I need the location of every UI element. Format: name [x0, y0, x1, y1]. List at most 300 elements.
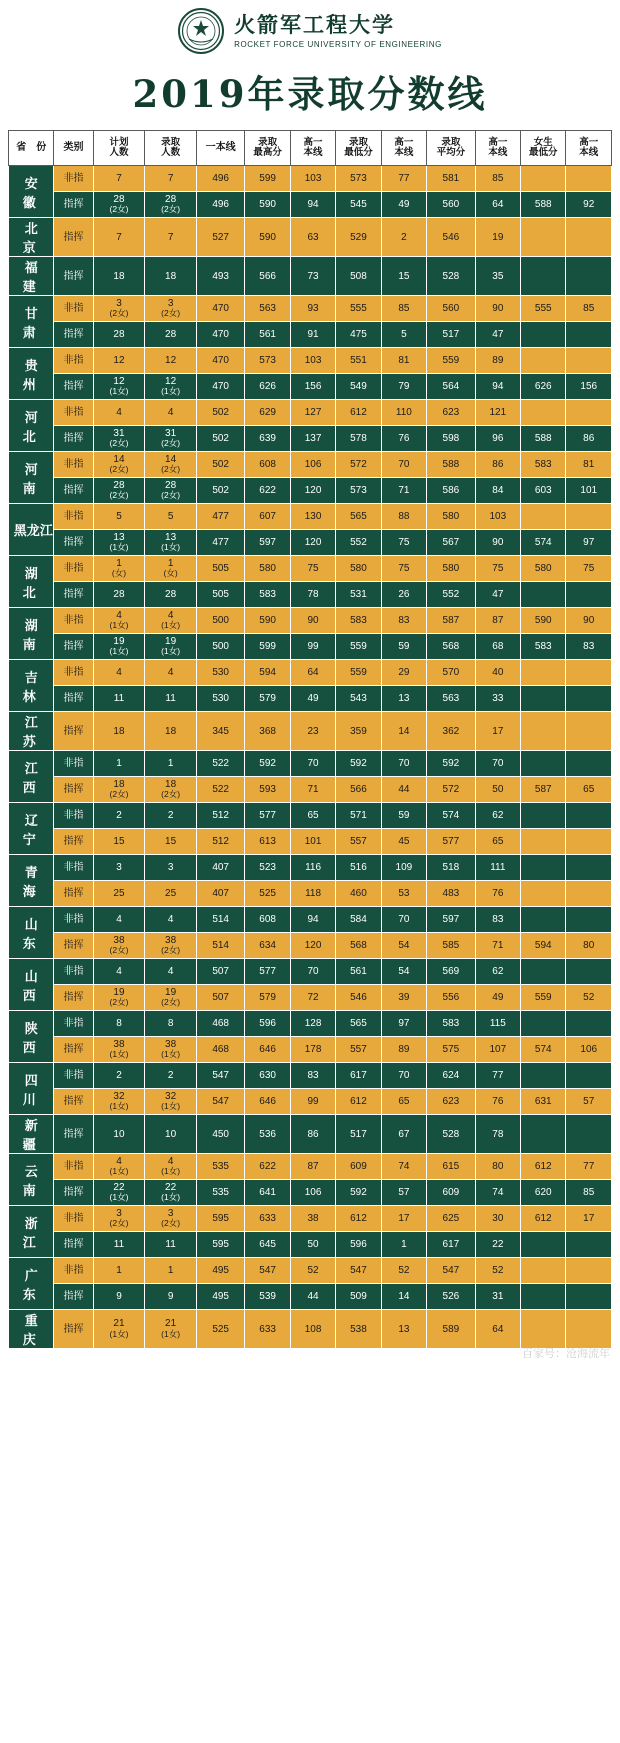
cell-max: 368 — [245, 712, 290, 751]
cell-avg: 518 — [427, 855, 476, 881]
cell-avg: 624 — [427, 1063, 476, 1089]
cell-avg: 585 — [427, 933, 476, 959]
cell-avg: 581 — [427, 166, 476, 192]
cell-fmin: 555 — [521, 296, 566, 322]
admitted-count-cell: 1 — [145, 1258, 197, 1284]
cell-min: 609 — [336, 1154, 381, 1180]
category-cell: 非指 — [54, 1011, 93, 1037]
cell-fmin: 588 — [521, 192, 566, 218]
table-row — [9, 907, 612, 933]
cell-line1: 514 — [196, 907, 245, 933]
cell-fmin-g1: 92 — [566, 192, 612, 218]
cell-min: 578 — [336, 426, 381, 452]
cell-min: 571 — [336, 803, 381, 829]
cell-max-g1: 93 — [290, 296, 335, 322]
cell-max-g1: 99 — [290, 634, 335, 660]
cell-avg-g1: 64 — [475, 1310, 520, 1349]
cell-avg-g1: 65 — [475, 829, 520, 855]
cell-max-g1: 90 — [290, 608, 335, 634]
cell-min: 568 — [336, 933, 381, 959]
cell-avg: 597 — [427, 907, 476, 933]
cell-min: 612 — [336, 1089, 381, 1115]
cell-min: 547 — [336, 1258, 381, 1284]
cell-fmin — [521, 881, 566, 907]
cell-avg-g1: 33 — [475, 686, 520, 712]
plan-count-cell: 28 — [93, 322, 145, 348]
category-cell: 指挥 — [54, 777, 93, 803]
admitted-count-cell: 3 (2女) — [145, 296, 197, 322]
cell-avg-g1: 71 — [475, 933, 520, 959]
admitted-count-cell: 31 (2女) — [145, 426, 197, 452]
cell-max-g1: 127 — [290, 400, 335, 426]
plan-count-cell: 19 (2女) — [93, 985, 145, 1011]
province-cell: 贵 州 — [9, 348, 54, 400]
cell-fmin — [521, 907, 566, 933]
cell-fmin — [521, 660, 566, 686]
admitted-count-cell: 3 (2女) — [145, 1206, 197, 1232]
cell-line1: 502 — [196, 452, 245, 478]
admitted-count-cell: 19 (1女) — [145, 634, 197, 660]
cell-max: 634 — [245, 933, 290, 959]
cell-max-g1: 116 — [290, 855, 335, 881]
cell-avg: 589 — [427, 1310, 476, 1349]
category-cell: 非指 — [54, 1063, 93, 1089]
cell-max: 573 — [245, 348, 290, 374]
cell-line1: 477 — [196, 504, 245, 530]
cell-min-g1: 85 — [381, 296, 426, 322]
table-body — [9, 166, 612, 1349]
category-cell: 指挥 — [54, 478, 93, 504]
cell-min-g1: 1 — [381, 1232, 426, 1258]
admitted-count-cell: 9 — [145, 1284, 197, 1310]
cell-max: 626 — [245, 374, 290, 400]
cell-avg-g1: 85 — [475, 166, 520, 192]
cell-avg: 575 — [427, 1037, 476, 1063]
cell-max-g1: 83 — [290, 1063, 335, 1089]
category-cell: 指挥 — [54, 634, 93, 660]
cell-max: 630 — [245, 1063, 290, 1089]
cell-fmin-g1 — [566, 1310, 612, 1349]
cell-min: 551 — [336, 348, 381, 374]
cell-max: 590 — [245, 218, 290, 257]
cell-fmin-g1 — [566, 907, 612, 933]
cell-min: 545 — [336, 192, 381, 218]
cell-max-g1: 86 — [290, 1115, 335, 1154]
cell-avg: 528 — [427, 257, 476, 296]
cell-fmin-g1: 86 — [566, 426, 612, 452]
cell-fmin: 587 — [521, 777, 566, 803]
cell-max-g1: 108 — [290, 1310, 335, 1349]
cell-line1: 502 — [196, 478, 245, 504]
cell-fmin — [521, 1115, 566, 1154]
cell-max-g1: 130 — [290, 504, 335, 530]
cell-avg-g1: 90 — [475, 530, 520, 556]
cell-max: 613 — [245, 829, 290, 855]
cell-min: 557 — [336, 1037, 381, 1063]
cell-max: 577 — [245, 803, 290, 829]
cell-fmin: 580 — [521, 556, 566, 582]
plan-count-cell: 25 — [93, 881, 145, 907]
table-row — [9, 1206, 612, 1232]
cell-line1: 468 — [196, 1037, 245, 1063]
table-row — [9, 322, 612, 348]
province-cell: 河 北 — [9, 400, 54, 452]
cell-line1: 407 — [196, 855, 245, 881]
cell-max-g1: 70 — [290, 751, 335, 777]
cell-min-g1: 74 — [381, 1154, 426, 1180]
cell-fmin — [521, 1310, 566, 1349]
admitted-count-cell: 28 (2女) — [145, 192, 197, 218]
admitted-count-cell: 18 — [145, 712, 197, 751]
cell-min-g1: 88 — [381, 504, 426, 530]
cell-fmin-g1: 83 — [566, 634, 612, 660]
cell-line1: 512 — [196, 829, 245, 855]
province-cell: 云 南 — [9, 1154, 54, 1206]
col-category: 类别 — [54, 131, 93, 166]
cell-avg: 517 — [427, 322, 476, 348]
cell-max-g1: 75 — [290, 556, 335, 582]
cell-avg: 563 — [427, 686, 476, 712]
cell-max: 563 — [245, 296, 290, 322]
category-cell: 非指 — [54, 855, 93, 881]
admitted-count-cell: 4 — [145, 959, 197, 985]
plan-count-cell: 10 — [93, 1115, 145, 1154]
cell-fmin-g1: 106 — [566, 1037, 612, 1063]
plan-count-cell: 11 — [93, 1232, 145, 1258]
cell-min: 460 — [336, 881, 381, 907]
cell-fmin — [521, 218, 566, 257]
table-row — [9, 556, 612, 582]
plan-count-cell: 3 (2女) — [93, 1206, 145, 1232]
cell-avg: 609 — [427, 1180, 476, 1206]
table-row — [9, 959, 612, 985]
cell-avg-g1: 40 — [475, 660, 520, 686]
cell-max-g1: 106 — [290, 452, 335, 478]
admitted-count-cell: 12 (1女) — [145, 374, 197, 400]
table-row — [9, 1232, 612, 1258]
cell-fmin-g1 — [566, 1063, 612, 1089]
cell-line1: 525 — [196, 1310, 245, 1349]
university-emblem-icon — [178, 8, 224, 54]
category-cell: 指挥 — [54, 257, 93, 296]
table-row — [9, 348, 612, 374]
plan-count-cell: 3 — [93, 855, 145, 881]
cell-max: 579 — [245, 686, 290, 712]
cell-line1: 547 — [196, 1089, 245, 1115]
table-row — [9, 1284, 612, 1310]
cell-min: 509 — [336, 1284, 381, 1310]
cell-fmin-g1: 90 — [566, 608, 612, 634]
cell-min-g1: 59 — [381, 803, 426, 829]
category-cell: 非指 — [54, 452, 93, 478]
cell-min: 612 — [336, 400, 381, 426]
cell-avg: 625 — [427, 1206, 476, 1232]
cell-avg-g1: 19 — [475, 218, 520, 257]
province-cell: 重 庆 — [9, 1310, 54, 1349]
category-cell: 指挥 — [54, 530, 93, 556]
cell-min-g1: 109 — [381, 855, 426, 881]
admitted-count-cell: 19 (2女) — [145, 985, 197, 1011]
admitted-count-cell: 4 — [145, 660, 197, 686]
admitted-count-cell: 28 — [145, 322, 197, 348]
cell-max: 599 — [245, 166, 290, 192]
cell-min-g1: 13 — [381, 1310, 426, 1349]
cell-avg: 362 — [427, 712, 476, 751]
plan-count-cell: 38 (1女) — [93, 1037, 145, 1063]
cell-avg: 569 — [427, 959, 476, 985]
admitted-count-cell: 10 — [145, 1115, 197, 1154]
table-row — [9, 660, 612, 686]
plan-count-cell: 7 — [93, 218, 145, 257]
cell-avg: 623 — [427, 1089, 476, 1115]
cell-avg: 572 — [427, 777, 476, 803]
cell-avg-g1: 62 — [475, 803, 520, 829]
cell-max: 597 — [245, 530, 290, 556]
cell-min-g1: 67 — [381, 1115, 426, 1154]
cell-avg-g1: 89 — [475, 348, 520, 374]
cell-min: 546 — [336, 985, 381, 1011]
cell-min: 617 — [336, 1063, 381, 1089]
plan-count-cell: 28 (2女) — [93, 478, 145, 504]
admitted-count-cell: 4 — [145, 400, 197, 426]
table-row — [9, 985, 612, 1011]
plan-count-cell: 5 — [93, 504, 145, 530]
cell-min: 517 — [336, 1115, 381, 1154]
admitted-count-cell: 3 — [145, 855, 197, 881]
province-cell: 山 东 — [9, 907, 54, 959]
cell-fmin — [521, 1284, 566, 1310]
category-cell: 非指 — [54, 660, 93, 686]
table-row — [9, 582, 612, 608]
cell-fmin — [521, 166, 566, 192]
cell-avg: 526 — [427, 1284, 476, 1310]
cell-min-g1: 110 — [381, 400, 426, 426]
cell-min: 538 — [336, 1310, 381, 1349]
cell-min-g1: 14 — [381, 1284, 426, 1310]
admitted-count-cell: 21 (1女) — [145, 1310, 197, 1349]
plan-count-cell: 4 — [93, 400, 145, 426]
province-cell: 青 海 — [9, 855, 54, 907]
cell-line1: 502 — [196, 426, 245, 452]
admitted-count-cell: 1 — [145, 751, 197, 777]
category-cell: 指挥 — [54, 192, 93, 218]
cell-avg-g1: 75 — [475, 556, 520, 582]
category-cell: 指挥 — [54, 933, 93, 959]
cell-min-g1: 39 — [381, 985, 426, 1011]
cell-fmin — [521, 686, 566, 712]
plan-count-cell: 18 (2女) — [93, 777, 145, 803]
cell-min: 566 — [336, 777, 381, 803]
cell-min-g1: 52 — [381, 1258, 426, 1284]
admitted-count-cell: 25 — [145, 881, 197, 907]
category-cell: 指挥 — [54, 218, 93, 257]
province-cell: 浙 江 — [9, 1206, 54, 1258]
plan-count-cell: 4 — [93, 959, 145, 985]
cell-fmin: 626 — [521, 374, 566, 400]
cell-fmin — [521, 348, 566, 374]
table-row — [9, 686, 612, 712]
cell-line1: 345 — [196, 712, 245, 751]
col-first-line: 一本线 — [196, 131, 245, 166]
table-row — [9, 1154, 612, 1180]
plan-count-cell: 3 (2女) — [93, 296, 145, 322]
table-header-row — [9, 131, 612, 166]
cell-line1: 530 — [196, 686, 245, 712]
col-admitted: 录取 人数 — [145, 131, 197, 166]
cell-min: 555 — [336, 296, 381, 322]
cell-fmin-g1 — [566, 829, 612, 855]
cell-min-g1: 71 — [381, 478, 426, 504]
category-cell: 非指 — [54, 907, 93, 933]
province-cell: 河 南 — [9, 452, 54, 504]
province-cell: 广 东 — [9, 1258, 54, 1310]
cell-line1: 495 — [196, 1258, 245, 1284]
cell-min-g1: 59 — [381, 634, 426, 660]
cell-line1: 495 — [196, 1284, 245, 1310]
plan-count-cell: 28 — [93, 582, 145, 608]
cell-fmin: 583 — [521, 452, 566, 478]
cell-fmin — [521, 751, 566, 777]
cell-max: 566 — [245, 257, 290, 296]
cell-max: 577 — [245, 959, 290, 985]
cell-max: 561 — [245, 322, 290, 348]
cell-fmin: 631 — [521, 1089, 566, 1115]
cell-avg-g1: 47 — [475, 582, 520, 608]
cell-fmin — [521, 504, 566, 530]
cell-max: 523 — [245, 855, 290, 881]
plan-count-cell: 21 (1女) — [93, 1310, 145, 1349]
cell-fmin-g1: 75 — [566, 556, 612, 582]
cell-min: 592 — [336, 1180, 381, 1206]
cell-min: 531 — [336, 582, 381, 608]
province-cell: 安 徽 — [9, 166, 54, 218]
cell-min-g1: 83 — [381, 608, 426, 634]
admitted-count-cell: 11 — [145, 1232, 197, 1258]
table-row — [9, 452, 612, 478]
cell-min: 508 — [336, 257, 381, 296]
cell-min-g1: 15 — [381, 257, 426, 296]
cell-max: 592 — [245, 751, 290, 777]
cell-min: 549 — [336, 374, 381, 400]
table-row — [9, 634, 612, 660]
cell-fmin-g1 — [566, 348, 612, 374]
plan-count-cell: 2 — [93, 1063, 145, 1089]
col-max-above-line: 高一 本线 — [290, 131, 335, 166]
province-cell: 山 西 — [9, 959, 54, 1011]
cell-line1: 496 — [196, 192, 245, 218]
cell-min: 583 — [336, 608, 381, 634]
table-row — [9, 218, 612, 257]
cell-fmin-g1 — [566, 166, 612, 192]
cell-avg-g1: 68 — [475, 634, 520, 660]
table-row — [9, 712, 612, 751]
table-row — [9, 192, 612, 218]
cell-avg-g1: 70 — [475, 751, 520, 777]
cell-max-g1: 73 — [290, 257, 335, 296]
cell-min: 561 — [336, 959, 381, 985]
cell-avg: 587 — [427, 608, 476, 634]
cell-avg: 528 — [427, 1115, 476, 1154]
cell-min: 592 — [336, 751, 381, 777]
plan-count-cell: 28 (2女) — [93, 192, 145, 218]
cell-max-g1: 137 — [290, 426, 335, 452]
cell-fmin — [521, 400, 566, 426]
cell-line1: 407 — [196, 881, 245, 907]
cell-avg-g1: 86 — [475, 452, 520, 478]
plan-count-cell: 1 (女) — [93, 556, 145, 582]
cell-avg: 546 — [427, 218, 476, 257]
cell-max-g1: 50 — [290, 1232, 335, 1258]
category-cell: 指挥 — [54, 582, 93, 608]
cell-line1: 595 — [196, 1206, 245, 1232]
table-row — [9, 400, 612, 426]
cell-fmin: 594 — [521, 933, 566, 959]
plan-count-cell: 7 — [93, 166, 145, 192]
page-title: 2019年录取分数线 — [132, 72, 488, 116]
cell-avg-g1: 62 — [475, 959, 520, 985]
cell-line1: 502 — [196, 400, 245, 426]
plan-count-cell: 1 — [93, 751, 145, 777]
cell-min-g1: 29 — [381, 660, 426, 686]
cell-fmin — [521, 1011, 566, 1037]
cell-min-g1: 5 — [381, 322, 426, 348]
cell-max-g1: 94 — [290, 907, 335, 933]
cell-max-g1: 120 — [290, 478, 335, 504]
table-header — [9, 131, 612, 166]
category-cell: 指挥 — [54, 1232, 93, 1258]
cell-avg-g1: 64 — [475, 192, 520, 218]
cell-line1: 477 — [196, 530, 245, 556]
cell-max-g1: 118 — [290, 881, 335, 907]
plan-count-cell: 12 (1女) — [93, 374, 145, 400]
cell-avg: 588 — [427, 452, 476, 478]
cell-min: 359 — [336, 712, 381, 751]
cell-max: 579 — [245, 985, 290, 1011]
cell-fmin: 574 — [521, 1037, 566, 1063]
cell-fmin — [521, 1063, 566, 1089]
cell-line1: 595 — [196, 1232, 245, 1258]
cell-fmin — [521, 712, 566, 751]
cell-min: 559 — [336, 660, 381, 686]
category-cell: 非指 — [54, 166, 93, 192]
cell-min-g1: 97 — [381, 1011, 426, 1037]
cell-min: 596 — [336, 1232, 381, 1258]
cell-avg: 580 — [427, 504, 476, 530]
cell-avg: 570 — [427, 660, 476, 686]
cell-line1: 470 — [196, 296, 245, 322]
table-row — [9, 1258, 612, 1284]
cell-fmin-g1: 65 — [566, 777, 612, 803]
cell-max-g1: 71 — [290, 777, 335, 803]
cell-avg-g1: 121 — [475, 400, 520, 426]
cell-fmin-g1 — [566, 218, 612, 257]
cell-max: 596 — [245, 1011, 290, 1037]
cell-avg: 577 — [427, 829, 476, 855]
cell-min-g1: 89 — [381, 1037, 426, 1063]
cell-max-g1: 23 — [290, 712, 335, 751]
cell-fmin — [521, 1232, 566, 1258]
category-cell: 指挥 — [54, 1115, 93, 1154]
cell-fmin-g1: 80 — [566, 933, 612, 959]
cell-avg-g1: 76 — [475, 1089, 520, 1115]
cell-min: 612 — [336, 1206, 381, 1232]
admitted-count-cell: 13 (1女) — [145, 530, 197, 556]
cell-min: 573 — [336, 166, 381, 192]
cell-line1: 512 — [196, 803, 245, 829]
cell-max: 622 — [245, 1154, 290, 1180]
category-cell: 指挥 — [54, 426, 93, 452]
cell-line1: 507 — [196, 959, 245, 985]
